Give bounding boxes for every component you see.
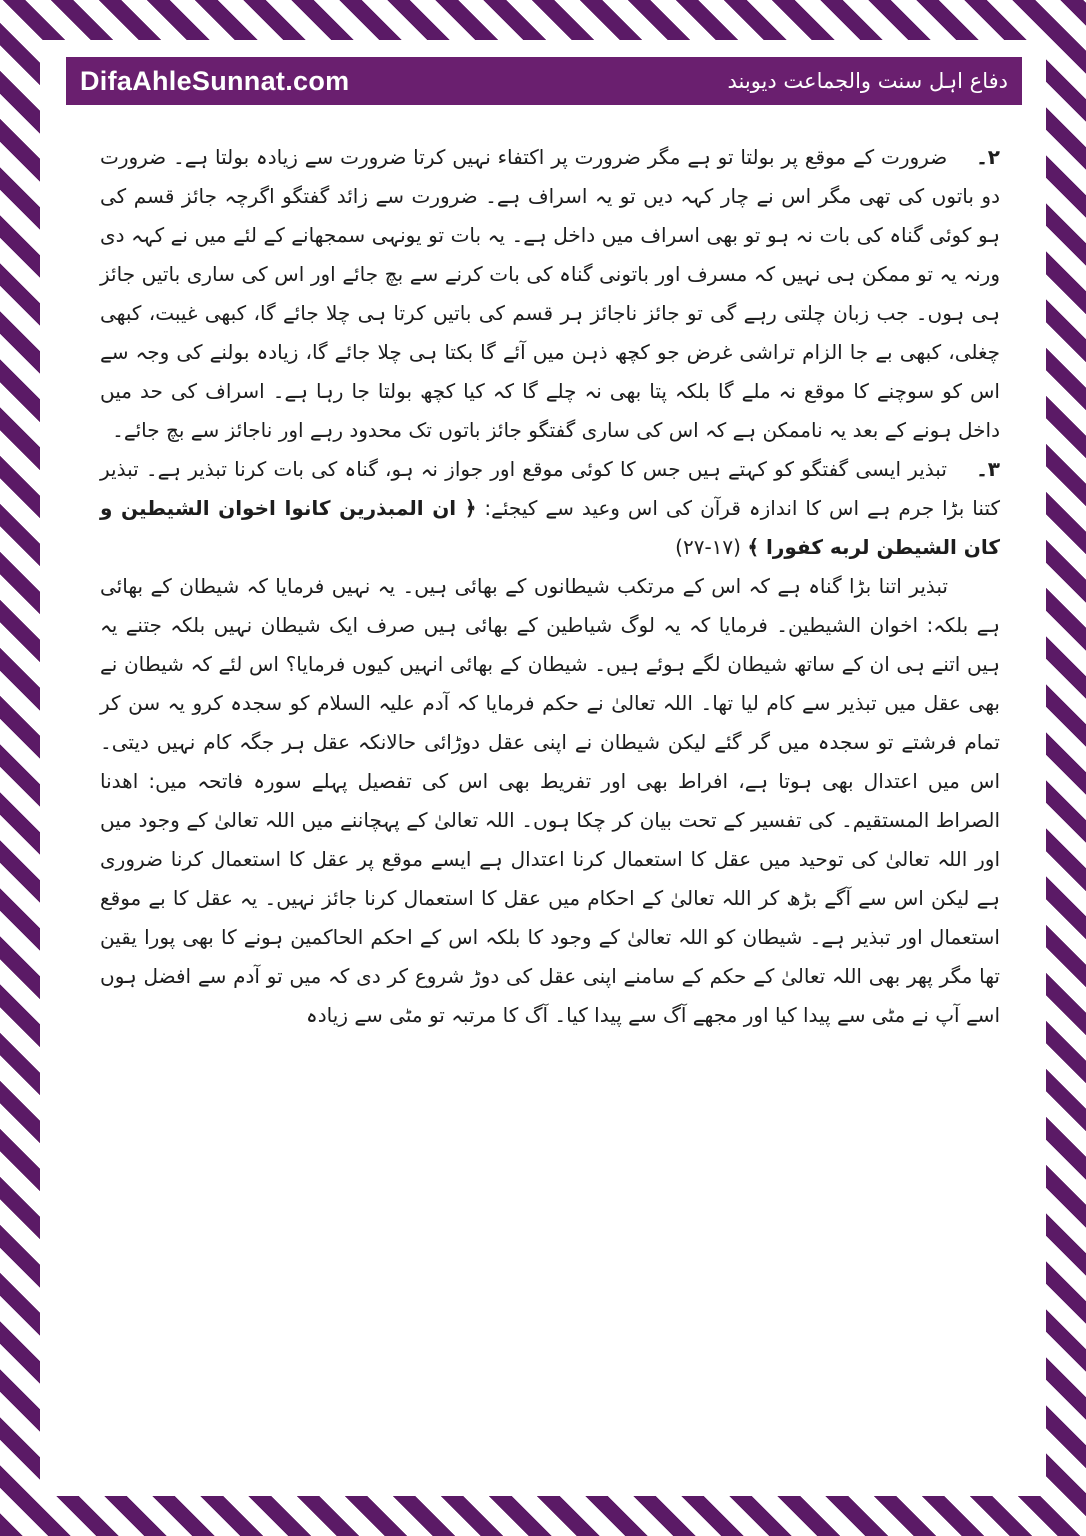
header-bar (66, 57, 1022, 105)
paragraph-number: ۲۔ (976, 145, 1000, 169)
organization-name: دفاع اہل سنت والجماعت دیوبند (727, 69, 1008, 93)
paragraph-2 (100, 138, 1000, 450)
paragraph-text: تبذیر ایسی گفتگو کو کہتے ہیں جس کا کوئی موقع اور جواز نہ ہو، گناہ کی بات کرنا تبذیر ہے۔ تبذیر کتنا بڑا جرم ہے اس کا اندازہ قرآن کی اس وعید سے کیجئے: (100, 457, 1000, 520)
paragraph-text: ضرورت کے موقع پر بولتا تو ہے مگر ضرورت پر اکتفاء نہیں کرتا ضرورت سے زیادہ بولتا ہے۔ ضرورت دو باتوں کی تھی مگر اس نے چار کہہ دیں تو یہ اسراف ہے۔ ضرورت سے زائد گفتگو اگرچہ جائز قسم کی ہو کوئی گناہ کی بات نہ ہو تو بھی اسراف میں داخل ہے۔ یہ بات تو یونہی سمجھانے کے لئے میں نے کہہ دی ورنہ یہ تو ممکن ہی نہیں کہ مسرف اور باتونی گناہ کی بات کرنے سے بچ جائے اور اس کی ساری باتیں جائز ہی ہوں۔ جب زبان چلتی رہے گی تو جائز ناجائز ہر قسم کی باتیں کرتا ہی چلا جائے گا، کبھی غیبت، کبھی چغلی، کبھی بے جا الزام تراشی غرض جو کچھ ذہن میں آئے گا بکتا ہی چلا جائے گا، زیادہ بولنے کی وجہ سے اس کو سوچنے کا موقع نہ ملے گا بلکہ پتا بھی نہ چلے گا کہ کیا کچھ بولتا جا رہا ہے۔ اسراف کی حد میں داخل ہونے کے بعد یہ ناممکن ہے کہ اس کی ساری گفتگو جائز باتوں تک محدود رہے اور ناجائز سے بچ جائے۔ (100, 145, 1000, 442)
site-name: DifaAhleSunnat.com (80, 65, 350, 96)
quran-verse: ﴿ ان المبذرين كانوا اخوان الشيطين و كان الشيطن لربه كفورا ﴾ (100, 496, 1000, 559)
verse-reference: (۱۷-۲۷) (675, 535, 741, 559)
paragraph-3 (100, 450, 1000, 567)
paragraph-tabzeer (100, 567, 1000, 1035)
paragraph-number: ۳۔ (976, 457, 1001, 481)
paragraph-text: تبذیر اتنا بڑا گناہ ہے کہ اس کے مرتکب شیطانوں کے بھائی ہیں۔ یہ نہیں فرمایا کہ شیطان کے بھائی ہے بلکہ: اخوان الشیطین۔ فرمایا کہ یہ لوگ شیاطین کے بھائی ہیں صرف ایک شیطان نہیں بلکہ جتنے یہ ہیں اتنے ہی ان کے ساتھ شیطان لگے ہوئے ہیں۔ شیطان کے بھائی انہیں کیوں فرمایا؟ اس لئے کہ شیطان نے بھی عقل میں تبذیر سے کام لیا تھا۔ اللہ تعالیٰ نے حکم فرمایا کہ آدم علیہ السلام کو سجدہ کرو یہ سن کر تمام فرشتے تو سجدہ میں گر گئے لیکن شیطان نے اپنی عقل دوڑائی حالانکہ عقل ہر جگہ کام نہیں دیتی۔ اس میں اعتدال بھی ہوتا ہے، افراط بھی اور تفریط بھی اس کی تفصیل پہلے سورہ فاتحہ میں: اھدنا الصراط المستقیم۔ کی تفسیر کے تحت بیان کر چکا ہوں۔ اللہ تعالیٰ کے پہچاننے میں اللہ تعالیٰ کے وجود میں اور اللہ تعالیٰ کی توحید میں عقل کا استعمال کرنا اعتدال ہے ایسے موقع پر عقل کا استعمال کرنا ضروری ہے لیکن اس سے آگے بڑھ کر اللہ تعالیٰ کے احکام میں عقل کا استعمال کرنا جائز نہیں۔ یہ عقل کا بے موقع استعمال اور تبذیر ہے۔ شیطان کو اللہ تعالیٰ کے وجود کا بلکہ اس کے احکم الحاکمین ہونے کا بھی پورا یقین تھا مگر پھر بھی اللہ تعالیٰ کے حکم کے سامنے اپنی عقل کی دوڑ شروع کر دی کہ میں تو آدم سے افضل ہوں اسے آپ نے مٹی سے پیدا کیا اور مجھے آگ سے پیدا کیا۔ آگ کا مرتبہ تو مٹی سے زیادہ (100, 574, 1000, 1027)
article-body (100, 138, 1000, 1035)
